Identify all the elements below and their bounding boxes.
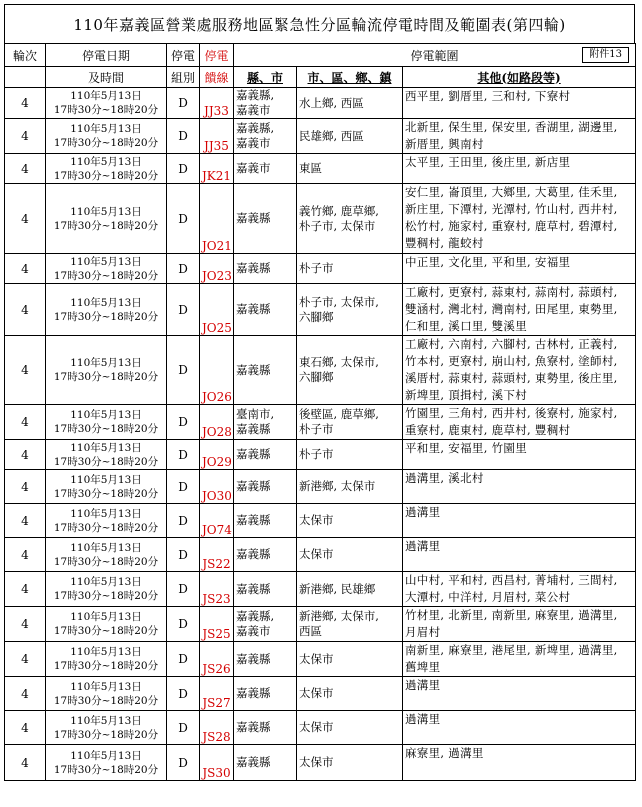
header-scope-label: 停電範圍 xyxy=(410,48,459,63)
town-cell: 東石鄉, 太保市, 六腳鄉 xyxy=(297,336,403,405)
group-cell: D xyxy=(167,336,200,405)
date-cell xyxy=(46,88,167,119)
town-cell: 義竹鄉, 鹿草鄉, 朴子市, 太保市 xyxy=(297,184,403,254)
table-row xyxy=(5,607,636,642)
round-cell: 4 xyxy=(5,642,46,677)
other-cell: 北新里, 保生里, 保安里, 香湖里, 湖邊里, 新厝里, 興南村 xyxy=(403,119,636,154)
date-cell xyxy=(46,440,167,470)
outage-table xyxy=(4,43,636,781)
county-cell: 嘉義縣 xyxy=(234,711,297,745)
table-row xyxy=(5,642,636,677)
county-cell: 嘉義縣 xyxy=(234,470,297,504)
town-cell: 太保市 xyxy=(297,677,403,711)
date-cell xyxy=(46,336,167,405)
other-cell: 南新里, 麻寮里, 港尾里, 新埤里, 過溝里, 舊埤里 xyxy=(403,642,636,677)
group-cell: D xyxy=(167,538,200,572)
feeder-cell: JO74 xyxy=(200,504,234,538)
group-cell: D xyxy=(167,184,200,254)
feeder-cell: JO30 xyxy=(200,470,234,504)
header-feeder-2: 饋線 xyxy=(200,67,234,88)
date-cell xyxy=(46,538,167,572)
time-text: 17時30分~18時20分 xyxy=(53,694,159,707)
round-cell: 4 xyxy=(5,538,46,572)
group-cell: D xyxy=(167,154,200,184)
town-cell: 太保市 xyxy=(297,504,403,538)
other-cell: 竹材里, 北新里, 南新里, 麻寮里, 過溝里, 月眉村 xyxy=(403,607,636,642)
town-cell: 朴子市 xyxy=(297,254,403,284)
round-cell: 4 xyxy=(5,745,46,781)
group-cell: D xyxy=(167,745,200,781)
time-text: 17時30分~18時20分 xyxy=(53,728,159,741)
county-cell: 嘉義縣 xyxy=(234,538,297,572)
date-cell xyxy=(46,642,167,677)
group-cell: D xyxy=(167,642,200,677)
other-cell: 山中村, 平和村, 西昌村, 菁埔村, 三間村, 大潭村, 中洋村, 月眉村, 菜公村 xyxy=(403,572,636,607)
county-cell: 嘉義縣 xyxy=(234,254,297,284)
group-cell: D xyxy=(167,284,200,336)
feeder-cell: JS30 xyxy=(200,745,234,781)
group-cell: D xyxy=(167,405,200,440)
round-cell: 4 xyxy=(5,711,46,745)
header-town: 市、區、鄉、鎮 xyxy=(297,67,403,88)
date-text: 110年5月13日 xyxy=(70,123,142,135)
county-cell: 嘉義縣, 嘉義市 xyxy=(234,119,297,154)
date-cell xyxy=(46,745,167,781)
header-row-2 xyxy=(5,67,636,88)
county-cell: 嘉義縣, 嘉義市 xyxy=(234,88,297,119)
table-row xyxy=(5,572,636,607)
table-row xyxy=(5,119,636,154)
other-cell: 麻寮里, 過溝里 xyxy=(403,745,636,781)
date-cell xyxy=(46,572,167,607)
town-cell: 朴子市, 太保市, 六腳鄉 xyxy=(297,284,403,336)
time-text: 17時30分~18時20分 xyxy=(53,269,159,282)
time-text: 17時30分~18時20分 xyxy=(53,521,159,534)
county-cell: 臺南市, 嘉義縣 xyxy=(234,405,297,440)
date-cell xyxy=(46,154,167,184)
group-cell: D xyxy=(167,677,200,711)
header-date: 停電日期 xyxy=(46,44,167,67)
document-title: 110年嘉義區營業處服務地區緊急性分區輪流停電時間及範圍表(第四輪) xyxy=(4,4,635,44)
round-cell: 4 xyxy=(5,184,46,254)
town-cell: 朴子市 xyxy=(297,440,403,470)
time-text: 17時30分~18時20分 xyxy=(53,104,159,116)
round-cell: 4 xyxy=(5,440,46,470)
county-cell: 嘉義縣 xyxy=(234,336,297,405)
table-row xyxy=(5,184,636,254)
feeder-cell: JS25 xyxy=(200,607,234,642)
group-cell: D xyxy=(167,440,200,470)
date-text: 110年5月13日 xyxy=(70,441,142,454)
feeder-cell: JS22 xyxy=(200,538,234,572)
feeder-cell: JO29 xyxy=(200,440,234,470)
round-cell: 4 xyxy=(5,572,46,607)
date-cell xyxy=(46,184,167,254)
table-row xyxy=(5,538,636,572)
county-cell: 嘉義縣 xyxy=(234,184,297,254)
date-text: 110年5月13日 xyxy=(70,357,142,369)
time-text: 17時30分~18時20分 xyxy=(53,310,159,323)
other-cell: 工廠村, 更寮村, 蒜東村, 蒜南村, 蒜頭村, 雙涵村, 灣北村, 灣南村, 田尾里, 東勢里, 仁和里, 溪口里, 雙溪里 xyxy=(403,284,636,336)
town-cell: 新港鄉, 太保市 xyxy=(297,470,403,504)
time-text: 17時30分~18時20分 xyxy=(53,590,159,602)
date-text: 110年5月13日 xyxy=(70,155,142,168)
date-text: 110年5月13日 xyxy=(70,296,142,309)
table-row xyxy=(5,336,636,405)
other-cell: 平和里, 安福里, 竹園里 xyxy=(403,440,636,470)
time-text: 17時30分~18時20分 xyxy=(53,625,159,637)
date-cell xyxy=(46,405,167,440)
time-text: 17時30分~18時20分 xyxy=(53,487,159,500)
group-cell: D xyxy=(167,470,200,504)
town-cell: 太保市 xyxy=(297,745,403,781)
header-time: 及時間 xyxy=(46,67,167,88)
other-cell: 竹園里, 三角村, 西井村, 後寮村, 施家村, 重寮村, 鹿東村, 鹿草村, 豐稠村 xyxy=(403,405,636,440)
date-cell xyxy=(46,254,167,284)
time-text: 17時30分~18時20分 xyxy=(53,219,159,232)
table-row xyxy=(5,88,636,119)
feeder-cell: JO28 xyxy=(200,405,234,440)
other-cell: 安仁里, 崙頂里, 大鄉里, 大葛里, 佳禾里, 新庄里, 下潭村, 光潭村, 竹山村, 西井村, 松竹村, 施家村, 重寮村, 鹿草村, 碧潭村, 豐稠村, 龍蛟村 xyxy=(403,184,636,254)
date-text: 110年5月13日 xyxy=(70,205,142,218)
other-cell: 中正里, 文化里, 平和里, 安福里 xyxy=(403,254,636,284)
county-cell: 嘉義市 xyxy=(234,154,297,184)
header-scope xyxy=(234,44,636,67)
date-cell xyxy=(46,504,167,538)
time-text: 17時30分~18時20分 xyxy=(53,555,159,568)
group-cell: D xyxy=(167,504,200,538)
header-county: 縣、市 xyxy=(234,67,297,88)
other-cell: 過溝里, 溪北村 xyxy=(403,470,636,504)
date-cell xyxy=(46,607,167,642)
town-cell: 太保市 xyxy=(297,642,403,677)
county-cell: 嘉義縣 xyxy=(234,677,297,711)
time-text: 17時30分~18時20分 xyxy=(53,371,159,383)
time-text: 17時30分~18時20分 xyxy=(53,137,159,149)
group-cell: D xyxy=(167,88,200,119)
town-cell: 後壁區, 鹿草鄉, 朴子市 xyxy=(297,405,403,440)
county-cell: 嘉義縣, 嘉義市 xyxy=(234,607,297,642)
round-cell: 4 xyxy=(5,254,46,284)
time-text: 17時30分~18時20分 xyxy=(53,423,159,435)
date-text: 110年5月13日 xyxy=(70,541,142,554)
header-round-cont xyxy=(5,67,46,88)
date-cell xyxy=(46,470,167,504)
round-cell: 4 xyxy=(5,470,46,504)
date-text: 110年5月13日 xyxy=(70,576,142,588)
table-row xyxy=(5,470,636,504)
date-cell xyxy=(46,677,167,711)
town-cell: 東區 xyxy=(297,154,403,184)
date-text: 110年5月13日 xyxy=(70,90,142,102)
feeder-cell: JS26 xyxy=(200,642,234,677)
date-text: 110年5月13日 xyxy=(70,255,142,268)
town-cell: 水上鄉, 西區 xyxy=(297,88,403,119)
header-group: 停電 xyxy=(167,44,200,67)
table-row xyxy=(5,154,636,184)
time-text: 17時30分~18時20分 xyxy=(53,660,159,672)
date-cell xyxy=(46,284,167,336)
feeder-cell: JO26 xyxy=(200,336,234,405)
date-text: 110年5月13日 xyxy=(70,409,142,421)
county-cell: 嘉義縣 xyxy=(234,642,297,677)
feeder-cell: JJ35 xyxy=(200,119,234,154)
table-row xyxy=(5,254,636,284)
header-round: 輪次 xyxy=(5,44,46,67)
date-text: 110年5月13日 xyxy=(70,680,142,693)
feeder-cell: JJ33 xyxy=(200,88,234,119)
date-cell xyxy=(46,119,167,154)
header-feeder: 停電 xyxy=(200,44,234,67)
table-row xyxy=(5,504,636,538)
county-cell: 嘉義縣 xyxy=(234,504,297,538)
table-row xyxy=(5,677,636,711)
feeder-cell: JO21 xyxy=(200,184,234,254)
date-text: 110年5月13日 xyxy=(70,646,142,658)
table-body xyxy=(5,88,636,781)
date-cell xyxy=(46,711,167,745)
group-cell: D xyxy=(167,711,200,745)
feeder-cell: JK21 xyxy=(200,154,234,184)
group-cell: D xyxy=(167,607,200,642)
table-row xyxy=(5,284,636,336)
other-cell: 過溝里 xyxy=(403,538,636,572)
county-cell: 嘉義縣 xyxy=(234,745,297,781)
table-row xyxy=(5,440,636,470)
feeder-cell: JO25 xyxy=(200,284,234,336)
table-row xyxy=(5,711,636,745)
other-cell: 西平里, 劉厝里, 三和村, 下寮村 xyxy=(403,88,636,119)
group-cell: D xyxy=(167,119,200,154)
county-cell: 嘉義縣 xyxy=(234,284,297,336)
time-text: 17時30分~18時20分 xyxy=(53,763,159,776)
feeder-cell: JO23 xyxy=(200,254,234,284)
round-cell: 4 xyxy=(5,607,46,642)
group-cell: D xyxy=(167,254,200,284)
date-text: 110年5月13日 xyxy=(70,473,142,486)
header-row-1 xyxy=(5,44,636,67)
town-cell: 新港鄉, 太保市, 西區 xyxy=(297,607,403,642)
round-cell: 4 xyxy=(5,677,46,711)
table-row xyxy=(5,405,636,440)
other-cell: 過溝里 xyxy=(403,677,636,711)
feeder-cell: JS23 xyxy=(200,572,234,607)
time-text: 17時30分~18時20分 xyxy=(53,169,159,182)
round-cell: 4 xyxy=(5,504,46,538)
round-cell: 4 xyxy=(5,88,46,119)
round-cell: 4 xyxy=(5,405,46,440)
other-cell: 過溝里 xyxy=(403,711,636,745)
other-cell: 工廠村, 六南村, 六腳村, 古林村, 正義村, 竹本村, 更寮村, 崩山村, 魚寮村, 塗師村, 溪厝村, 蒜東村, 蒜頭村, 東勢里, 後庄里, 新埤里, 頂揖村, 溪下村 xyxy=(403,336,636,405)
date-text: 110年5月13日 xyxy=(70,611,142,623)
town-cell: 民雄鄉, 西區 xyxy=(297,119,403,154)
time-text: 17時30分~18時20分 xyxy=(53,455,159,468)
round-cell: 4 xyxy=(5,154,46,184)
date-text: 110年5月13日 xyxy=(70,749,142,762)
attachment-label: 附件13 xyxy=(582,47,629,63)
round-cell: 4 xyxy=(5,119,46,154)
group-cell: D xyxy=(167,572,200,607)
town-cell: 新港鄉, 民雄鄉 xyxy=(297,572,403,607)
county-cell: 嘉義縣 xyxy=(234,572,297,607)
round-cell: 4 xyxy=(5,284,46,336)
county-cell: 嘉義縣 xyxy=(234,440,297,470)
town-cell: 太保市 xyxy=(297,538,403,572)
date-text: 110年5月13日 xyxy=(70,714,142,727)
other-cell: 過溝里 xyxy=(403,504,636,538)
header-group-2: 組別 xyxy=(167,67,200,88)
table-row xyxy=(5,745,636,781)
feeder-cell: JS28 xyxy=(200,711,234,745)
header-other: 其他(如路段等) xyxy=(403,67,636,88)
round-cell: 4 xyxy=(5,336,46,405)
other-cell: 太平里, 王田里, 後庄里, 新店里 xyxy=(403,154,636,184)
feeder-cell: JS27 xyxy=(200,677,234,711)
date-text: 110年5月13日 xyxy=(70,507,142,520)
town-cell: 太保市 xyxy=(297,711,403,745)
